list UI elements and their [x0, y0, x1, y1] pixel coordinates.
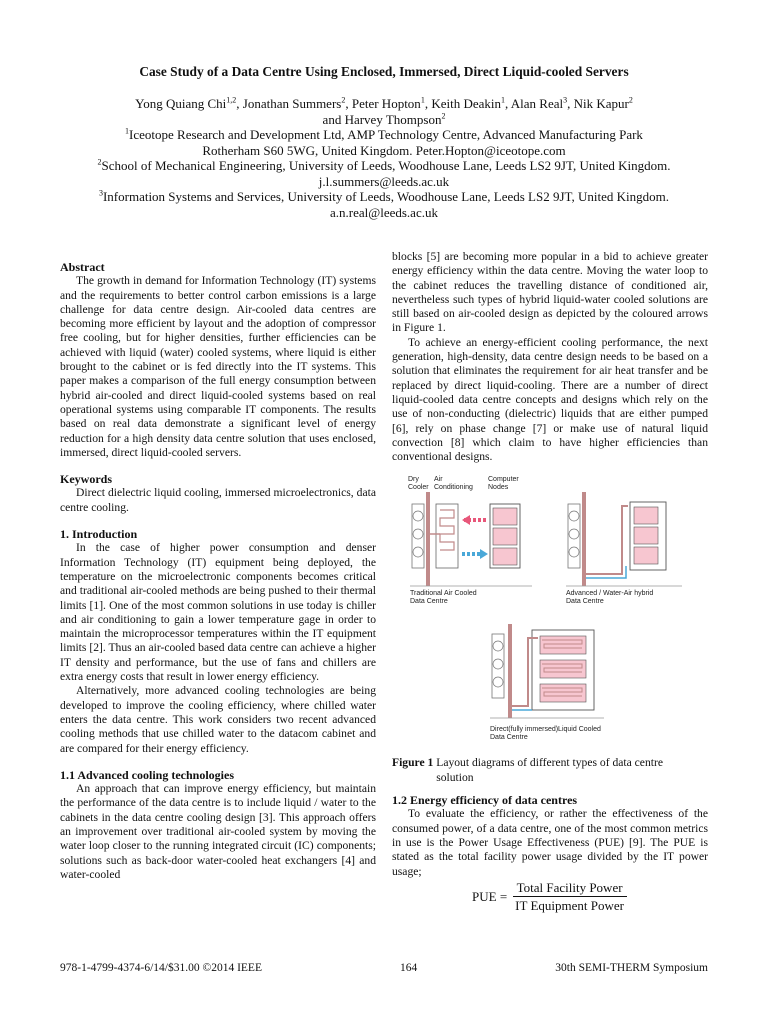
figure-1-diagram: [392, 474, 708, 752]
keywords-heading: Keywords: [60, 472, 112, 487]
author-name: , Peter Hopton: [345, 96, 421, 111]
author-sup: 3: [563, 95, 568, 105]
affiliation-1: [40, 127, 728, 143]
figure-1-svg: [392, 474, 708, 752]
formula-lhs: PUE =: [472, 888, 508, 904]
caption-label: Figure 1: [392, 756, 434, 770]
author-name: , Alan Real: [504, 96, 564, 111]
author-sup: 2: [341, 95, 346, 105]
label-dry-cooler: Dry Cooler: [408, 476, 429, 492]
author-block: [40, 96, 728, 220]
section-1-2-paragraph: To evaluate the efficiency, or rather the effectiveness of the consumed power, of a data centre, one of the most common metrics in use is the Power Usage Effectiveness (PUE) [9]. The PUE is stated as the total facility power usage divided by the IT power usage;: [392, 807, 708, 878]
author-name: Yong Quiang Chi: [135, 96, 227, 111]
footer-isbn: 978-1-4799-4374-6/14/$31.00 ©2014 IEEE: [60, 962, 262, 974]
footer-conference: 30th SEMI-THERM Symposium: [555, 962, 708, 974]
keywords-text: Direct dielectric liquid cooling, immersed microelectronics, data centre cooling.: [60, 486, 376, 514]
affiliation-1-contact: Rotherham S60 5WG, United Kingdom. Peter.Hopton@iceotope.com: [202, 142, 566, 158]
formula-denominator: IT Equipment Power: [515, 898, 624, 914]
immersed-panel: [490, 624, 604, 718]
author-name: , Jonathan Summers: [236, 96, 342, 111]
caption-text: Layout diagrams of different types of data centre solution: [436, 756, 663, 784]
affiliation-sup: 2: [97, 157, 102, 167]
label-computer-nodes: Computer Nodes: [488, 476, 519, 492]
affiliation-3: [40, 189, 728, 205]
affiliation-text: Information Systems and Services, University of Leeds, Woodhouse Lane, Leeds LS2 9JT, United Kingdom.: [102, 189, 670, 204]
label-immersed: Direct(fully immersed)Liquid Cooled Data Centre: [490, 726, 601, 742]
author-sup: 2: [441, 111, 446, 121]
affiliation-sup: 3: [98, 188, 103, 198]
author-sup: 1: [500, 95, 505, 105]
abstract-text: The growth in demand for Information Technology (IT) systems and the requirements to better control carbon emissions is a large challenge for data centre design. Air-cooled data centres are becoming more efficient by layout and the adoption of compressor free cooling, but for higher densities, further efficiencies can be achieved with liquid (water) cooled systems, where liquid is either brought to the cabinet or is fed directly into the IT systems. This paper makes a comparison of the full energy consumption between hybrid air-cooled and direct liquid-cooled systems based on real operational systems using comparable IT components. The results based on real data demonstrate a significant level of energy reduction for a high density data centre solution that uses enclosed, immersed, direct liquid-cooled servers.: [60, 274, 376, 459]
author-name: , Keith Deakin: [424, 96, 501, 111]
label-air-conditioning: Air Conditioning: [434, 476, 473, 492]
left-column: [60, 260, 376, 882]
affiliation-3-contact: a.n.real@leeds.ac.uk: [330, 204, 438, 220]
intro-paragraph-2: Alternatively, more advanced cooling technologies are being developed to improve the cooling efficiency, where chilled water enters the data centre. This work considers two recent advanced cooling methods that use chilled water to the datacom cabinet and are compared for their energy efficiency.: [60, 684, 376, 755]
right-column: [392, 250, 708, 913]
page-number: 164: [400, 962, 418, 974]
author-sup: 2: [628, 95, 633, 105]
affiliation-text: Iceotope Research and Development Ltd, AMP Technology Centre, Advanced Manufacturing Park: [129, 127, 643, 142]
section-1-2-heading: 1.2 Energy efficiency of data centres: [392, 793, 578, 808]
section-1-1-heading: 1.1 Advanced cooling technologies: [60, 767, 235, 782]
figure-caption: [392, 756, 708, 785]
author-line-2: [40, 112, 728, 128]
page-footer: [60, 962, 708, 974]
author-sup: 1,2: [226, 95, 237, 105]
author-line-1: [40, 96, 728, 112]
affiliation-2-contact: j.l.summers@leeds.ac.uk: [318, 173, 450, 189]
formula-numerator: Total Facility Power: [513, 881, 627, 897]
label-traditional: Traditional Air Cooled Data Centre: [410, 590, 477, 606]
author-sup: 1: [420, 95, 425, 105]
section-1-1-paragraph: An approach that can improve energy efficiency, but maintain the performance of the data centre is to include liquid / water to the cabinets in the data centre cooling design [3]. This approach offers an improvement over traditional air-cooled system by moving the water loop closer to the running integrated circuit (IC) components; solutions such as back-door water-cooled heat exchangers [4] and water-cooled: [60, 782, 376, 881]
affiliation-2: [40, 158, 728, 174]
label-hybrid: Advanced / Water-Air hybrid Data Centre: [566, 590, 654, 606]
abstract-heading: Abstract: [60, 260, 105, 274]
intro-paragraph-1: In the case of higher power consumption and denser Information Technology (IT) equipment being deployed, the temperature on the microelectronic components becomes critical and traditional air-cooled methods are being pushed to their thermal limits [1]. One of the most common solutions in use today is chiller and air conditioning to gain a lower temperature gage in order to maintain the microprocessor temperatures within the IT equipment limits [2]. Thus an air-cooled based data centre can achieve a higher IT density and performance, but the use of fans and chillers are extra energy costs that result in lower energy efficiency.: [60, 541, 376, 684]
hybrid-panel: [566, 492, 682, 586]
formula-fraction: [511, 881, 628, 914]
pue-formula: [392, 881, 708, 914]
affiliation-text: School of Mechanical Engineering, University of Leeds, Woodhouse Lane, Leeds LS2 9JT, United Kingdom.: [101, 158, 671, 173]
author-name: and Harvey Thompson: [322, 111, 442, 127]
continued-paragraph: blocks [5] are becoming more popular in a bid to achieve greater energy efficiency within the data centre. Moving the water loop to the cabinet reduces the travelling distance of conditioned air, nevertheless such types of hybrid liquid-water cooled solutions are still based on air-cooled design as depicted by the coloured arrows in Figure 1.: [392, 250, 708, 335]
author-name: , Nik Kapur: [567, 96, 629, 111]
traditional-panel: [410, 492, 532, 586]
affiliation-sup: 1: [125, 126, 130, 136]
right-paragraph-2: To achieve an energy-efficient cooling performance, the next generation, high-density, data centre design needs to be based on a solution that eliminates the requirement for air heat transfer and be replaced by direct liquid-cooling. There are a number of direct liquid-cooled data centre concepts and designs which rely on the use of non-conducting (dielectric) liquids that are either pumped [6], rely on phase change [7] or make use of natural liquid convection [8] which claim to have higher efficiencies than conventional designs.: [392, 335, 708, 464]
paper-title: Case Study of a Data Centre Using Enclosed, Immersed, Direct Liquid-cooled Servers: [139, 64, 629, 79]
intro-heading: 1. Introduction: [60, 527, 138, 542]
